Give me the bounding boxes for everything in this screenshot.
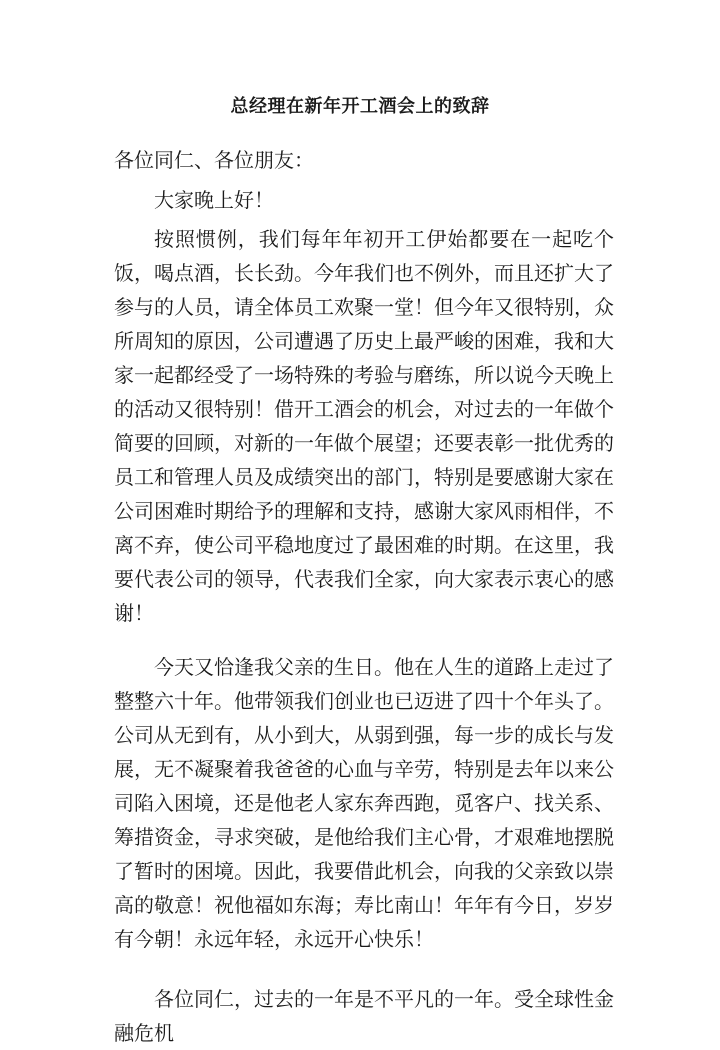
paragraph-father-birthday: 今天又恰逢我父亲的生日。他在人生的道路上走过了整整六十年。他带领我们创业也已迈进了四十个年头了。公司从无到有，从小到大，从弱到强，每一步的成长与发展，无不凝聚着我爸爸的心血与辛劳，特别是去年以来公司陷入困境，还是他老人家东奔西跑，觅客户、找关系、筹措资金，寻求突破，是他给我们主心骨，才艰难地摆脱了暂时的困境。因此，我要借此机会，向我的父亲致以崇高的敬意！祝他福如东海；寿比南山！年年有今日，岁岁有今朝！永远年轻，永远开心快乐！ <box>114 655 614 951</box>
document-body <box>114 143 614 1050</box>
paragraph-greeting: 大家晚上好！ <box>154 188 274 212</box>
paragraph-opening: 按照惯例，我们每年年初开工伊始都要在一起吃个饭，喝点酒，长长劲。今年我们也不例外，而且还扩大了参与的人员，请全体员工欢聚一堂！但今年又很特别，众所周知的原因，公司遭遇了历史上最严峻的困难，我和大家一起都经受了一场特殊的考验与磨练，所以说今天晚上的活动又很特别！借开工酒会的机会，对过去的一年做个简要的回顾，对新的一年做个展望；还要表彰一批优秀的员工和管理人员及成绩突出的部门，特别是要感谢大家在公司困难时期给予的理解和支持，感谢大家风雨相伴，不离不弃，使公司平稳地度过了最困难的时期。在这里，我要代表公司的领导，代表我们全家，向大家表示衷心的感谢！ <box>114 227 614 625</box>
paragraph-past-year: 各位同仁，过去的一年是不平凡的一年。受全球性金融危机 <box>114 987 614 1045</box>
salutation: 各位同仁、各位朋友： <box>114 148 314 172</box>
document-title: 总经理在新年开工酒会上的致辞 <box>230 96 490 117</box>
